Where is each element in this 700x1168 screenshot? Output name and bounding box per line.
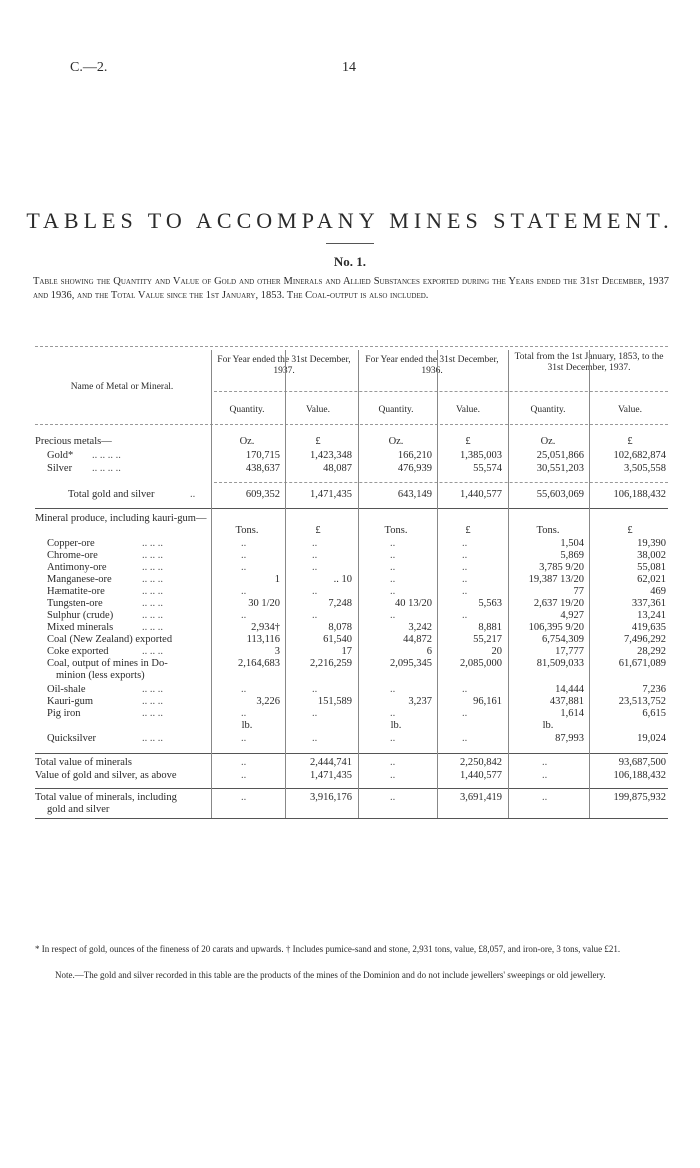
row-label-oilshale: Oil-shale [47,684,86,695]
mineral-row12-col6: 23,513,752 [618,696,666,707]
mineral-row5-col3: 40 13/20 [394,598,432,609]
mineral-unit-col4: £ [465,525,471,536]
row-label-hmatiteore: Hæmatite-ore [47,586,105,597]
section-rule [35,753,668,754]
leader-dots: .. .. .. [142,586,163,597]
leader-dots: .. .. .. [142,562,163,573]
mineral-row13-col3: .. [390,708,396,719]
row-label-pigiron: Pig iron [47,708,81,719]
totals-row0-col6: 93,687,500 [618,757,666,768]
mineral-row6-col5: 4,927 [560,610,584,621]
totals-row1-col6: 106,188,432 [613,770,666,781]
grand-total-col5: .. [542,792,548,803]
mineral-row9-col2: 17 [341,646,352,657]
name-column-header: Name of Metal or Mineral. [70,382,174,392]
totals-row0-col2: 2,444,741 [310,757,352,768]
precious-row0-col6: 102,682,874 [613,450,666,461]
mineral-row9-col5: 17,777 [555,646,584,657]
mineral-row4-col2: .. [312,586,318,597]
column-group-1937: For Year ended the 31st December, 1937. [217,355,351,376]
row-label-total-gold-silver: Total gold and silver [68,489,155,500]
mineral-row11-col3: .. [390,684,396,695]
precious-row1-col4: 55,574 [473,463,502,474]
leader-dots: .. .. .. .. [92,463,121,474]
mineral-unit-col3: Tons. [384,525,408,536]
mineral-row3-col1: 1 [274,574,280,585]
precious-row1-col5: 30,551,203 [536,463,584,474]
grand-total-col6: 199,875,932 [613,792,666,803]
totals-row0-col5: .. [542,757,548,768]
mineral-row13-col2: .. [312,708,318,719]
mineral-row0-col6: 19,390 [637,538,666,549]
section-heading-mineral: Mineral produce, including kauri-gum— [35,513,207,524]
subheader-value: Value. [455,405,480,415]
precious-total-col6: 106,188,432 [613,489,666,500]
mineral-row6-col1: .. [241,610,247,621]
table-bottom-rule [35,818,668,819]
header-bottom-rule [35,424,668,425]
mineral-unit-col1: Tons. [235,525,259,536]
group-header-rule [214,391,668,392]
mineral-row13-col5: 1,614 [560,708,584,719]
leader-dots: .. .. .. [142,708,163,719]
precious-row0-col1: 170,715 [245,450,280,461]
quicksilver-unit-col3: lb. [390,720,402,731]
mineral-row12-col2: 151,589 [317,696,352,707]
mineral-row12-col3: 3,237 [408,696,432,707]
mineral-row2-col5: 3,785 9/20 [539,562,584,573]
mineral-row10-col4: 2,085,000 [460,658,502,669]
mineral-row4-col6: 469 [650,586,666,597]
mineral-row2-col4: .. [462,562,468,573]
section-heading-precious: Precious metals— [35,436,112,447]
mineral-row11-col4: .. [462,684,468,695]
precious-row0-col5: 25,051,866 [536,450,584,461]
mineral-row14-col4: .. [462,733,468,744]
precious-row0-col4: 1,385,003 [460,450,502,461]
mineral-row4-col3: .. [390,586,396,597]
grand-total-col2: 3,916,176 [310,792,352,803]
mineral-row9-col3: 6 [426,646,432,657]
subheader-quantity: Quantity. [229,405,265,415]
row-label-silver: Silver [47,463,73,474]
row-label-sulphurcrude: Sulphur (crude) [47,610,114,621]
mineral-row11-col2: .. [312,684,318,695]
totals-row1-col4: 1,440,577 [460,770,502,781]
grand-total-col4: 3,691,419 [460,792,502,803]
totals-row1-col2: 1,471,435 [310,770,352,781]
page-number: 14 [342,60,356,75]
mineral-row14-col5: 87,993 [555,733,584,744]
mineral-row1-col2: .. [312,550,318,561]
document-reference: C.—2. [70,60,108,75]
footnote-gold: * In respect of gold, ounces of the fineness of 20 carats and upwards. † Includes pumice-sand and stone, 2,931 tons, value, £8,057, and iron-ore, 3 tons, value £21. [35,944,621,954]
row-label-cokeexported: Coke exported [47,646,109,657]
row-label-total-0: Total value of minerals [35,757,132,768]
row-label-coalnewzealandexported: Coal (New Zealand) exported [47,634,173,645]
leader-dots: .. .. .. [142,538,163,549]
mineral-row5-col1: 30 1/20 [248,598,280,609]
section-rule [35,788,668,789]
mineral-row3-col2: .. 10 [333,574,352,585]
mineral-row8-col2: 61,540 [323,634,352,645]
table-caption: Table showing the Quantity and Value of Gold and other Minerals and Allied Substances exported during the Years ended the 31st December, 1937 and 1936, and the Total Value since the 1st January, 1853. The Coal-output is also included. [33,276,669,301]
mineral-row3-col3: .. [390,574,396,585]
mineral-row2-col1: .. [241,562,247,573]
mineral-row14-col3: .. [390,733,396,744]
mineral-row5-col4: 5,563 [478,598,502,609]
mineral-row4-col1: .. [241,586,247,597]
mineral-row9-col1: 3 [274,646,280,657]
mineral-unit-col5: Tons. [536,525,560,536]
totals-row1-col5: .. [542,770,548,781]
mineral-row8-col4: 55,217 [473,634,502,645]
mineral-row3-col6: 62,021 [637,574,666,585]
row-label-kaurigum: Kauri-gum [47,696,94,707]
leader-dots: .. .. .. [142,610,163,621]
mineral-row1-col5: 5,869 [560,550,584,561]
mineral-row4-col4: .. [462,586,468,597]
precious-total-col4: 1,440,577 [460,489,502,500]
mineral-row5-col6: 337,361 [631,598,666,609]
totals-row1-col1: .. [241,770,247,781]
mineral-row9-col4: 20 [491,646,502,657]
mineral-row12-col5: 437,881 [549,696,584,707]
precious-unit-col1: Oz. [239,436,255,447]
row-label-copperore: Copper-ore [47,538,95,549]
row-label-continued: gold and silver [47,804,110,815]
mineral-row5-col5: 2,637 19/20 [533,598,584,609]
totals-row0-col1: .. [241,757,247,768]
row-label-continued: minion (less exports) [56,670,145,681]
mineral-row3-col4: .. [462,574,468,585]
mineral-row2-col6: 55,081 [637,562,666,573]
mineral-row9-col6: 28,292 [637,646,666,657]
mineral-row3-col5: 19,387 13/20 [528,574,584,585]
mineral-row8-col5: 6,754,309 [542,634,584,645]
mineral-row10-col3: 2,095,345 [390,658,432,669]
mineral-row10-col1: 2,164,683 [238,658,280,669]
mineral-row8-col6: 7,496,292 [624,634,666,645]
precious-row1-col3: 476,939 [397,463,432,474]
column-group-total: Total from the 1st January, 1853, to the 31st December, 1937. [514,352,664,373]
mineral-row7-col4: 8,881 [478,622,502,633]
mineral-row10-col5: 81,509,033 [536,658,584,669]
totals-row1-col3: .. [390,770,396,781]
grand-total-col1: .. [241,792,247,803]
mineral-row1-col4: .. [462,550,468,561]
mineral-row0-col3: .. [390,538,396,549]
mineral-row7-col2: 8,078 [328,622,352,633]
leader-dots: .. .. .. [142,684,163,695]
mineral-row11-col5: 14,444 [555,684,584,695]
precious-unit-col5: Oz. [540,436,556,447]
mineral-row14-col2: .. [312,733,318,744]
leader-dots: .. .. .. [142,733,163,744]
mineral-row6-col3: .. [390,610,396,621]
column-group-1936: For Year ended the 31st December, 1936. [365,355,499,376]
mineral-row7-col1: 2,934† [251,622,280,633]
mineral-row12-col1: 3,226 [256,696,280,707]
leader-dots: .. [190,489,196,500]
row-label-manganeseore: Manganese-ore [47,574,112,585]
precious-unit-col4: £ [465,436,471,447]
mineral-row6-col2: .. [312,610,318,621]
mineral-row2-col3: .. [390,562,396,573]
mineral-row14-col1: .. [241,733,247,744]
precious-row1-col2: 48,087 [323,463,352,474]
section-rule [35,508,668,509]
totals-row0-col4: 2,250,842 [460,757,502,768]
mineral-row0-col1: .. [241,538,247,549]
precious-total-col1: 609,352 [245,489,280,500]
grand-total-col3: .. [390,792,396,803]
table-number: No. 1. [333,254,367,269]
leader-dots: .. .. .. [142,696,163,707]
precious-unit-col2: £ [315,436,321,447]
mineral-row6-col6: 13,241 [637,610,666,621]
mineral-row13-col6: 6,615 [642,708,666,719]
leader-dots: .. .. .. .. [92,450,121,461]
leader-dots: .. .. .. [142,550,163,561]
mineral-row13-col4: .. [462,708,468,719]
mineral-row7-col6: 419,635 [631,622,666,633]
row-label-antimonyore: Antimony-ore [47,562,107,573]
column-divider [508,350,509,818]
mineral-row12-col4: 96,161 [473,696,502,707]
mineral-row10-col6: 61,671,089 [618,658,666,669]
mineral-row10-col2: 2,216,259 [310,658,352,669]
leader-dots: .. .. .. [142,646,163,657]
row-label-tungstenore: Tungsten-ore [47,598,103,609]
precious-total-col2: 1,471,435 [310,489,352,500]
precious-unit-col6: £ [627,436,633,447]
mineral-row1-col1: .. [241,550,247,561]
column-divider [358,350,359,818]
column-divider [589,350,590,818]
page-title: TABLES TO ACCOMPANY MINES STATEMENT. [26,208,674,233]
mineral-row6-col4: .. [462,610,468,621]
title-divider [326,243,374,244]
precious-total-col5: 55,603,069 [536,489,584,500]
table-top-rule [35,346,668,347]
mineral-row1-col6: 38,002 [637,550,666,561]
leader-dots: .. .. .. [142,622,163,633]
mineral-row14-col6: 19,024 [637,733,666,744]
mineral-row1-col3: .. [390,550,396,561]
mineral-row0-col2: .. [312,538,318,549]
precious-row0-col3: 166,210 [397,450,432,461]
precious-row0-col2: 1,423,348 [310,450,352,461]
mineral-row5-col2: 7,248 [328,598,352,609]
mineral-unit-col2: £ [315,525,321,536]
precious-row1-col1: 438,637 [245,463,280,474]
row-label-total-1: Value of gold and silver, as above [35,770,177,781]
subheader-value: Value. [617,405,642,415]
subheader-quantity: Quantity. [530,405,566,415]
subheader-value: Value. [305,405,330,415]
row-label-quicksilver: Quicksilver [47,733,96,744]
subheader-quantity: Quantity. [378,405,414,415]
mineral-row7-col3: 3,242 [408,622,432,633]
precious-total-col3: 643,149 [397,489,432,500]
footnote-note: Note.—The gold and silver recorded in this table are the products of the mines of the Dominion and do not include jewellers' sweepings or old jewellery. [55,970,606,980]
precious-row1-col6: 3,505,558 [624,463,666,474]
mineral-row0-col5: 1,504 [560,538,584,549]
column-divider [211,350,212,818]
mineral-row7-col5: 106,395 9/20 [528,622,584,633]
leader-dots: .. .. .. [142,598,163,609]
leader-dots: .. .. .. [142,574,163,585]
mineral-row8-col1: 113,116 [246,634,280,645]
mineral-row2-col2: .. [312,562,318,573]
mineral-unit-col6: £ [627,525,633,536]
mineral-row13-col1: .. [241,708,247,719]
row-label-chromeore: Chrome-ore [47,550,98,561]
mineral-row4-col5: 77 [573,586,584,597]
mineral-row8-col3: 44,872 [403,634,432,645]
mineral-row11-col1: .. [241,684,247,695]
row-label-coaloutputofminesindo: Coal, output of mines in Do- [47,658,168,669]
mineral-row11-col6: 7,236 [642,684,666,695]
mineral-row0-col4: .. [462,538,468,549]
precious-unit-col3: Oz. [388,436,404,447]
quicksilver-unit-col5: lb. [542,720,554,731]
precious-subtotal-rule [214,482,668,483]
quicksilver-unit-col1: lb. [241,720,253,731]
row-label-grand-total: Total value of minerals, including [35,792,177,803]
column-divider [437,350,438,818]
row-label-gold: Gold* [47,450,74,461]
totals-row0-col3: .. [390,757,396,768]
column-divider [285,350,286,818]
row-label-mixedminerals: Mixed minerals [47,622,114,633]
